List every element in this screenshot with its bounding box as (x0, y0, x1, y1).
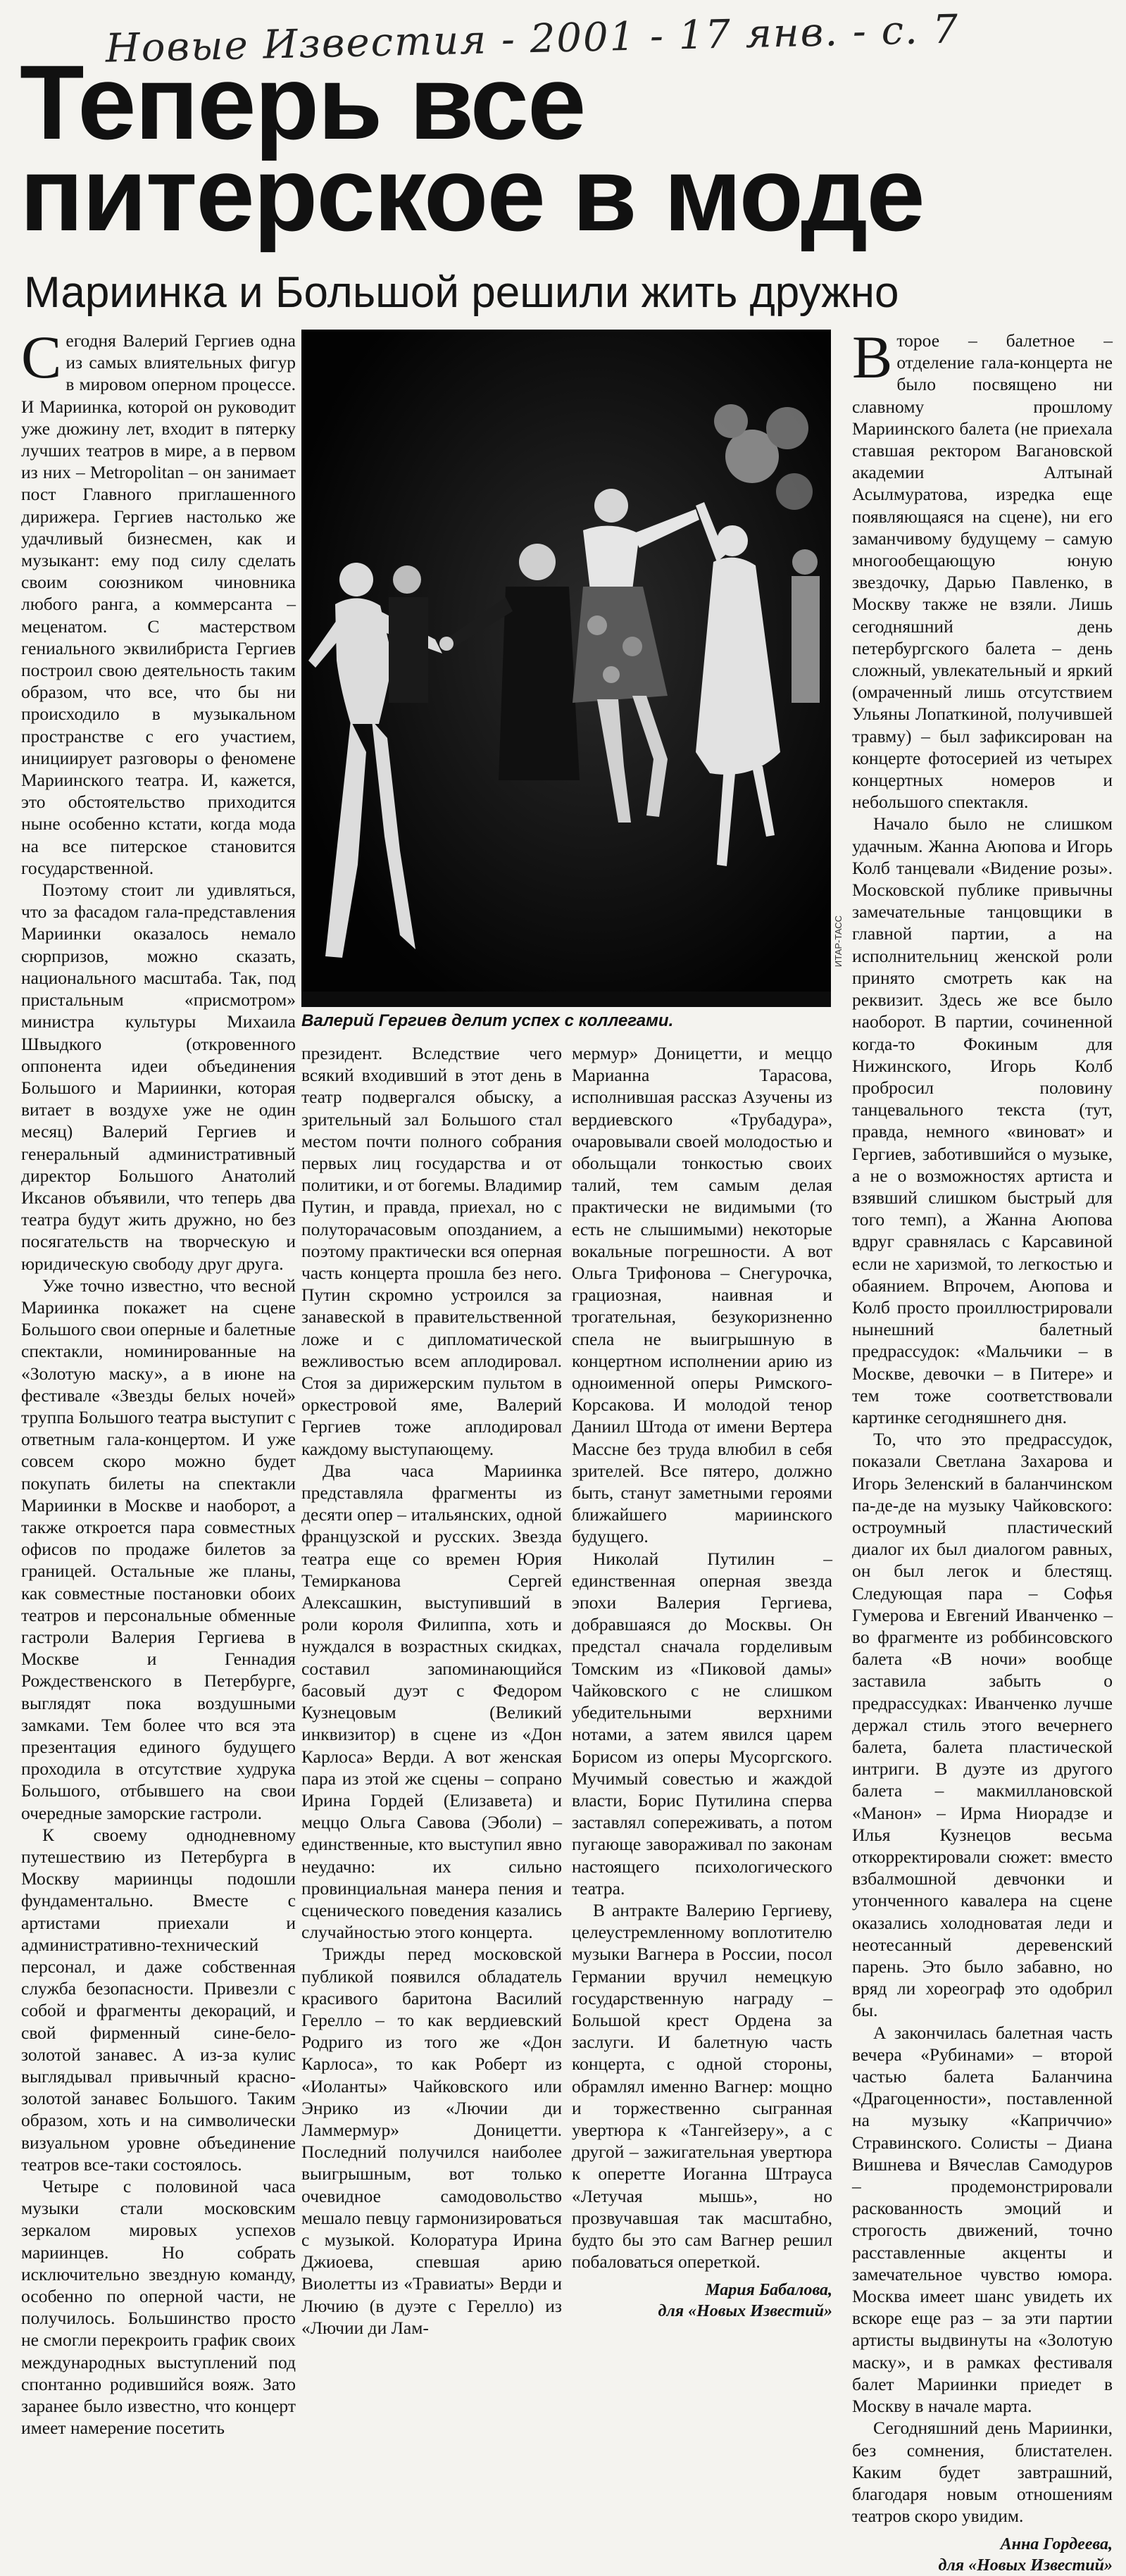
article-column-3 (572, 1042, 832, 2321)
news-photo (301, 330, 831, 1007)
paragraph: Уже точно известно, что весной Мариинка покажет на сцене Большого свои оперные и балетные спектакли, номинированные на «Золотую маску», а в июне на фестивале «Звезды белых ночей» труппа Большого театра выступит с ответным гала-концертом. И уже совсем скоро можно будет покупать билеты на спектакли Мариинки в Москве и наоборот, а также откроется пара совместных офисов по продаже билетов за границей. Остальные же планы, как совместные постановки обоих театров и персональные обменные гастроли Валерия Гергиева в Москве и Геннадия Рождественского в Петербурге, выглядят пока воздушными замками. Тем более что вся эта презентация единого будущего проходила в отсутствие худрука Большого, отбывшего на свои очередные заморские гастроли. (21, 1275, 296, 1823)
photo-credit: ИТАР-ТАСС (833, 915, 844, 968)
headline: Теперь все питерское в моде (20, 43, 924, 253)
paragraph: Поэтому стоит ли удивляться, что за фасадом гала-представления Мариинки оказалось немало сюрпризов, можно сказать, национального масштаба. Так, под пристальным «присмотром» министра культуры Михаила Швыдкого (откровенного оппонента идеи объединения Большого и Мариинки, которая витает в воздухе уже не один месяц) Валерий Гергиев и генеральный административный директор Большого Анатолий Иксанов объявили, что теперь два театра будут жить дружно, но без посягательств на творческую и юридическую свободу друг друга. (21, 880, 296, 1274)
paragraph: торое – балетное – отделение гала-концерта не было посвящено ни славному прошлому Мариинского балета (не приехала ставшая ректором Вагановской академии Алтынай Асылмуратова, изредка еще появляющаяся на сцене), ни его заманчивому будущему – самую многообещающую юную звездочку, Дарью Павленко, в Москву также не взяли. Лишь сегодняшний день петербургского балета – день сложный, увлекательный и яркий (омраченный лишь отсутствием Ульяны Лопаткиной, получившей травму) – был зафиксирован на концерте фотосерией из четырех концертных номеров и небольшого спектакля. (852, 330, 1113, 813)
article-column-1 (21, 323, 296, 2439)
article-column-4 (852, 323, 1113, 2575)
paragraph: Два часа Мариинка представляла фрагменты из десяти опер – итальянских, одной французской и русских. Звезда театра еще со времен Юрия Темирканова Сергей Алексашкин, выступивший в роли короля Филиппа, хоть и нуждался в возрастных скидках, составил запоминающийся басовый дуэт с Федором Кузнецовым (Великий инквизитор) в сцене из «Дон Карлоса» Верди. А вот женская пара из этой же сцены – сопрано Ирина Гордей (Елизавета) и меццо Ольга Савова (Эболи) – единственные, кто выступил явно неудачно: их сильно провинциальная манера пения и сценического поведения казались случайностью этого концерта. (301, 1460, 562, 1943)
paragraph: Четыре с половиной часа музыки стали московским зеркалом мировых успехов мариинцев. Но собрать исключительно звездную команду, особенно по оперной части, не получилось. Большинство просто не смогли перекроить график своих международных выступлений под спонтанно родившийся вояж. Зато заранее было известно, что концерт имеет намерение посетить (21, 2176, 296, 2439)
paragraph: Трижды перед московской публикой появился обладатель красивого баритона Василий Герелло – то как вердиевский Родриго из того же «Дон Карлоса», то как Роберт из «Иоланты» Чайковского или Энрико из «Лючии ди Ламмермур» Доницетти. Последний получился наиболее выигрышным, вот только очевидное самодовольство мешало певцу гармонизироваться с музыкой. Колоратура Ирина Джиоева, спевшая арию Виолетты из «Травиаты» Верди и Лючию (в дуэте с Герелло) из «Лючии ди Лам- (301, 1944, 562, 2338)
paragraph: Сегодняшний день Мариинки, без сомнения, блистателен. Каким будет завтрашний, благодаря новым отношениям театров скоро увидим. (852, 2418, 1113, 2527)
photo-caption: Валерий Гергиев делит успех с коллегами. (301, 1011, 674, 1030)
paragraph: егодня Валерий Гергиев одна из самых влиятельных фигур в мировом оперном процессе. И Мариинка, которой он руководит уже дюжину лет, входит в пятерку лучших театров в мире, а в первом из них – Metropolitan – он занимает пост Главного приглашенного дирижера. Гергиев настолько же удачливый бизнесмен, как и музыкант: ему под силу сделать своим союзником чиновника любого ранга, а коммерсанта – меценатом. С мастерством гениального эквилибриста Гергиев построил свою деятельность таким образом, что все, что бы ни происходило в музыкальном пространстве с его участием, инициирует разговоры о феномене Мариинского театра. И, кажется, это обстоятельство приходится ныне особенно кстати, когда мода на все питерское становится государственной. (21, 330, 296, 878)
byline-paper: для «Новых Известий» (658, 2302, 832, 2321)
byline-author-1 (572, 2280, 832, 2322)
paragraph: Николай Путилин – единственная оперная звезда эпохи Валерия Гергиева, добравшаяся до Москвы. Он предстал сначала горделивым Томским из «Пиковой дамы» Чайковского с не слишком убедительными верхними нотами, а затем явился царем Борисом из оперы Мусоргского. Мучимый совестью и жаждой власти, Борис Путилина сперва заставлял сопереживать, а потом пугающе завораживал по законам настоящего психологического театра. (572, 1548, 832, 1899)
paragraph: мермур» Доницетти, и меццо Марианна Тарасова, исполнившая рассказ Азучены из вердиевского «Трубадура», очаровывали своей молодостью и обольщали тонкостью своих талий, тем самым делая практически не видимыми (то есть не слышимыми) некоторые вокальные погрешности. А вот Ольга Трифонова – Снегурочка, грациозная, наивная и трогательная, безукоризненно спела не выигрышную в концертном исполнении арию из одноименной оперы Римского-Корсакова. И молодой тенор Даниил Штода от имени Вертера Массне без труда влюбил в себя зрителей. Все пятеро, должно быть, станут заметными героями ближайшего мариинского будущего. (572, 1043, 832, 1547)
paragraph: А закончилась балетная часть вечера «Рубинами» – второй частью балета Баланчина «Драгоценности», поставленной на музыку «Каприччио» Стравинского. Солисты – Диана Вишнева и Вячеслав Самодуров – продемонстрировали раскованность эмоций и строгость движений, точно расставленные акценты и замечательное чувство юмора. Москва имеет шанс увидеть их вскоре еще раз – за эти партии артисты выдвинуты на «Золотую маску», и в рамках фестиваля балет Мариинки приедет в Москву в начале марта. (852, 2022, 1113, 2417)
paragraph: Начало было не слишком удачным. Жанна Аюпова и Игорь Колб танцевали «Видение розы». Московской публике привычны замечательные танцовщики в главной партии, а на исполнительниц женской роли принято смотреть как на реквизит. Здесь же все было наоборот. В партии, сочиненной когда-то Фокиным для Нижинского, Игорь Колб пробросил половину танцевального текста (тут, правда, немного «виноват» и Гергиев, заботившийся о музыке, а не о возможностях артиста и взявший слишком быстрый для того темп), а Жанна Аюпова вдруг сравнялась с Карсавиной если не харизмой, то легкостью и обаянием. Впрочем, Аюпова и Колб просто проиллюстрировали нынешний балетный предрассудок: «Мальчики – в Москве, девочки – в Питере» и тем тоже соответствовали картинке сегодняшнего дня. (852, 813, 1113, 1427)
paragraph: То, что это предрассудок, показали Светлана Захарова и Игорь Зеленский в баланчинском па-де-де на музыку Чайковского: остроумный пластический диалог их был диалогом равных, он был легок и блестящ. Следующая пара – Софья Гумерова и Евгений Иванченко – во фрагменте из роббинсовского балета «В ночи» вообще заставила забыть о предрассудках: Иванченко лучше держал стиль этого вечернего балета, балета пластической интриги. В дуэте из другого балета – макмиллановской «Манон» – Ирма Ниорадзе и Илья Кузнецов весьма откорректировали сюжет: вместо взбалмошной девчонки и утонченного кавалера на сцене оказались холодноватая леди и неотесанный деревенский парень. Это было забавно, но вряд ли хореограф это одобрил бы. (852, 1429, 1113, 2021)
subheadline: Мариинка и Большой решили жить дружно (24, 268, 899, 317)
dropcap: С (21, 323, 62, 391)
byline-paper: для «Новых Известий» (938, 2556, 1113, 2575)
byline-author-2 (852, 2534, 1113, 2576)
handwritten-source-note: Новые Известия - 2001 - 17 янв. - с. 7 (105, 6, 960, 72)
paragraph: президент. Вследствие чего всякий входивший в этот день в театр подвергался обыску, а зрительный зал Большого стал местом почти полного собрания первых лиц государства и от политики, и от богемы. Владимир Путин, и правда, приехал, но с полуторачасовым опозданием, а поэтому практически вся оперная часть концерта прошла без него. Путин скромно устроился за занавеской в правительственной ложе и с дипломатической вежливостью всем аплодировал. Стоя за дирижерским пультом в оркестровой яме, Валерий Гергиев тоже аплодировал каждому выступающему. (301, 1043, 562, 1459)
byline-name: Анна Гордеева, (1000, 2535, 1113, 2554)
dropcap: В (852, 323, 893, 391)
article-column-2 (301, 1042, 562, 2338)
paragraph: В антракте Валерию Гергиеву, целеустремленному воплотителю музыки Вагнера в России, посол Германии вручил немецкую государственную награду – Большой крест Ордена за заслуги. И балетную часть концерта, с одной стороны, обрамлял именно Вагнер: мощно и торжественно сыгранная увертюра к «Тангейзеру», а с другой – зажигательная увертюра к оперетте Иоганна Штрауса «Летучая мышь», но прозвучавшая так масштабно, будто бы это сам Вагнер решил побаловаться опереткой. (572, 1899, 832, 2272)
paragraph: К своему однодневному путешествию из Петербурга в Москву мариинцы подошли фундаментально. Вместе с артистами приехали и административно-технический персонал, и даже собственная служба безопасности. Привезли с собой и фрагменты декораций, и свой фирменный сине-бело-золотой занавес. А из-за кулис выглядывал привычный красно-золотой занавес Большого. Таким образом, хоть и на символически визуальном уровне объединение театров все-таки состоялось. (21, 1824, 296, 2175)
byline-name: Мария Бабалова, (705, 2281, 832, 2300)
